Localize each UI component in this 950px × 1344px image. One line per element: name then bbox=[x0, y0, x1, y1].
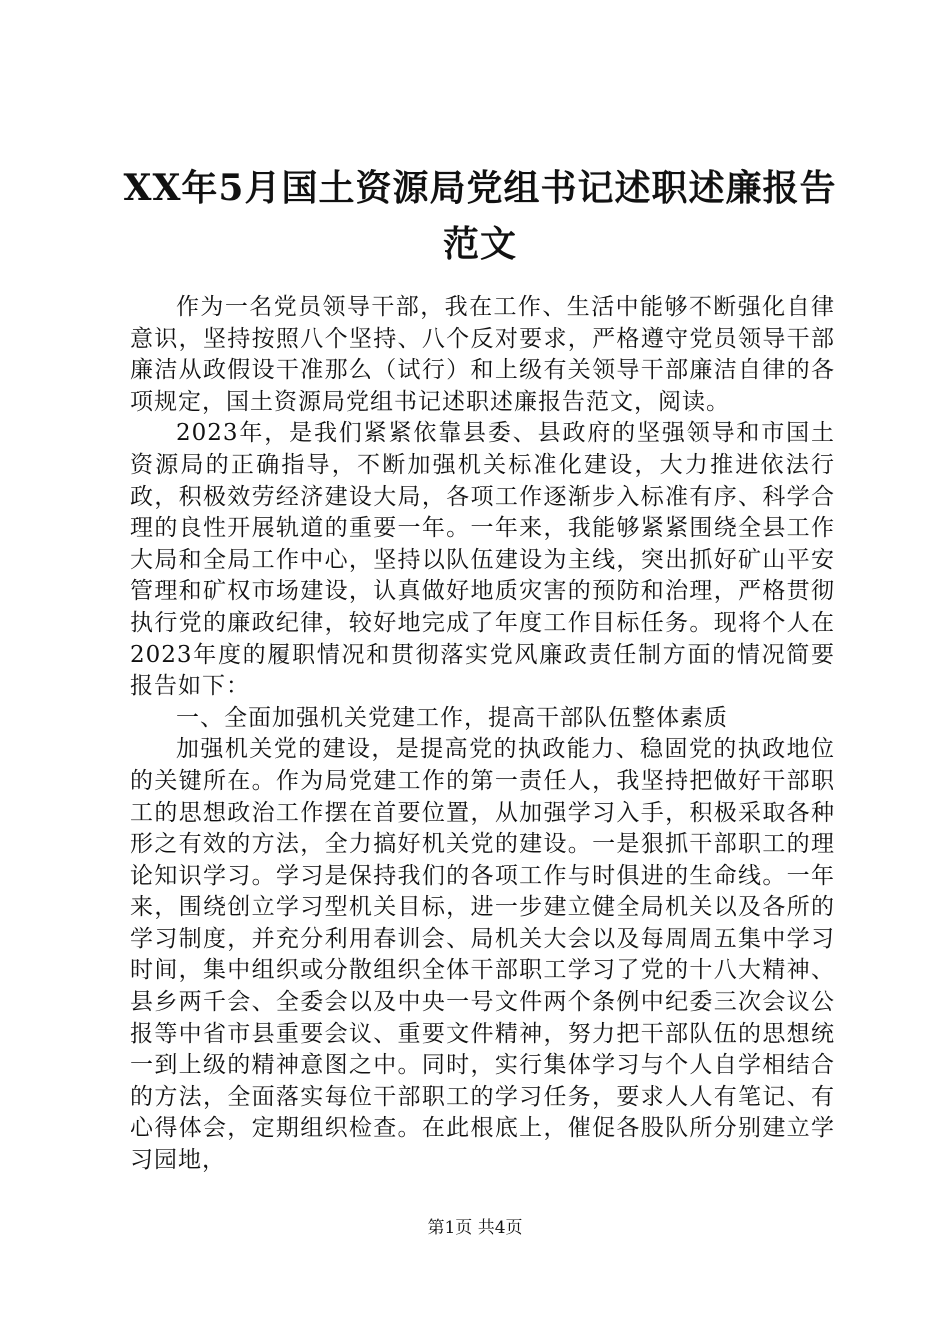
section-heading-1: 一、全面加强机关党建工作，提高干部队伍整体素质 bbox=[176, 704, 728, 731]
paragraph-party-building: 加强机关党的建设，是提高党的执政能力、稳固党的执政地位的关键所在。作为局党建工作的第一责任人，我坚持把做好干部职工的思想政治工作摆在首要位置，从加强学习入手，积极采取各种形之有效的方法，全力搞好机关党的建设。一是狠抓干部职工的理论知识学习。学习是保持我们的各项工作与时俱进的生命线。一年来，围绕创立学习型机关目标，进一步建立健全局机关以及各所的学习制度，并充分利用春训会、局机关大会以及每周周五集中学习时间，集中组织或分散组织全体干部职工学习了党的十八大精神、县乡两千会、全委会以及中央一号文件两个条例中纪委三次会议公报等中省市县重要会议、重要文件精神，努力把干部队伍的思想统一到上级的精神意图之中。同时，实行集体学习与个人自学相结合的方法，全面落实每位干部职工的学习任务，要求人人有笔记、有心得体会，定期组织检查。在此根底上，催促各股队所分别建立学习园地， bbox=[130, 736, 835, 1174]
document-body bbox=[130, 292, 835, 1177]
page-footer: 第1页 共4页 bbox=[427, 1218, 523, 1238]
paragraph-intro: 作为一名党员领导干部，我在工作、生活中能够不断强化自律意识，坚持按照八个坚持、八个反对要求，严格遵守党员领导干部廉洁从政假设干准那么（试行）和上级有关领导干部廉洁自律的各项规定，国土资源局党组书记述职述廉报告范文，阅读。 bbox=[130, 294, 835, 415]
paragraph-overview: 2023年，是我们紧紧依靠县委、县政府的坚强领导和市国土资源局的正确指导，不断加强机关标准化建设，大力推进依法行政，积极效劳经济建设大局，各项工作逐渐步入标准有序、科学合理的良性开展轨道的重要一年。一年来，我能够紧紧围绕全县工作大局和全局工作中心，坚持以队伍建设为主线，突出抓好矿山平安管理和矿权市场建设，认真做好地质灾害的预防和治理，严格贯彻执行党的廉政纪律，较好地完成了年度工作目标任务。现将个人在2023年度的履职情况和贯彻落实党风廉政责任制方面的情况简要报告如下： bbox=[130, 420, 835, 700]
document-title: XX年5月国土资源局党组书记述职述廉报告范文 bbox=[123, 167, 837, 265]
